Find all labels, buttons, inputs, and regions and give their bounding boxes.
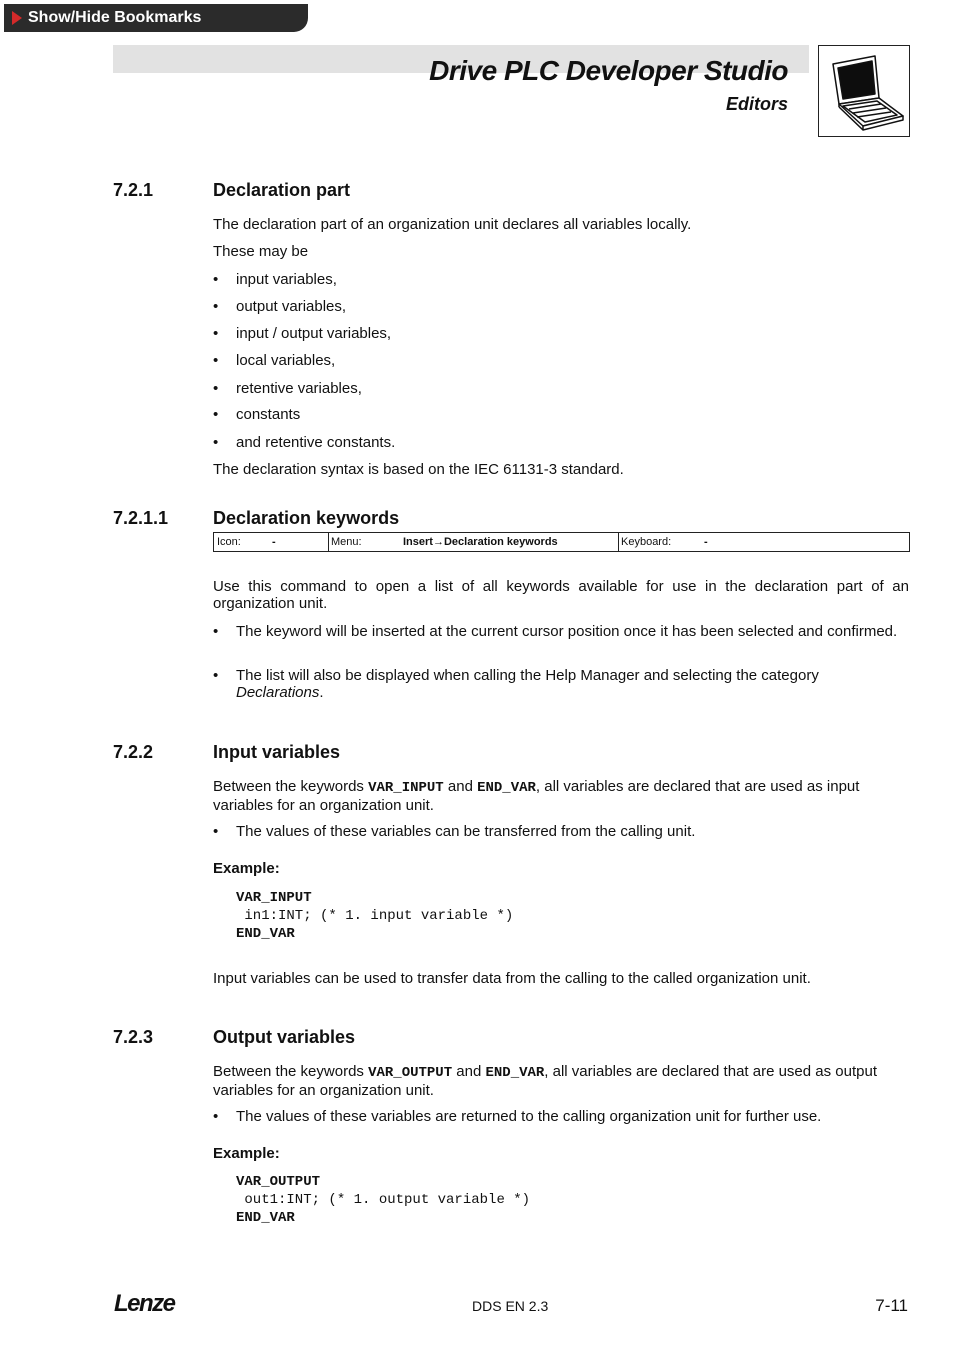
- bullet-icon: •: [213, 380, 219, 397]
- icon-label: Icon:: [217, 536, 241, 548]
- command-table: [213, 532, 910, 552]
- bullet-icon: •: [213, 271, 219, 288]
- triangle-right-icon: [12, 11, 22, 25]
- section-number: 7.2.2: [113, 742, 154, 762]
- menu-value: Insert→Declaration keywords: [403, 536, 558, 548]
- bullet-icon: •: [213, 667, 219, 684]
- bullet-icon: •: [213, 1108, 219, 1125]
- paragraph: The declaration syntax is based on the IEC 61131-3 standard.: [213, 461, 624, 478]
- section-number: 7.2.3: [113, 1027, 154, 1047]
- document-code: DDS EN 2.3: [472, 1298, 549, 1314]
- lenze-logo: Lenze: [114, 1290, 175, 1317]
- bullet-icon: •: [213, 434, 219, 451]
- code-block: VAR_INPUT in1:INT; (* 1. input variable *) END_VAR: [236, 890, 514, 942]
- document-title: Drive PLC Developer Studio: [429, 55, 788, 86]
- keyword: END_VAR: [485, 1065, 545, 1081]
- bullet-icon: •: [213, 623, 219, 640]
- keyword: END_VAR: [477, 780, 536, 796]
- section-title: Declaration part: [213, 180, 351, 200]
- document-subtitle: Editors: [725, 94, 788, 114]
- example-label: Example:: [213, 1145, 280, 1162]
- bullet-icon: •: [213, 298, 219, 315]
- bullet-icon: •: [213, 823, 219, 840]
- icon-value: -: [272, 536, 276, 548]
- category-name: Declarations: [236, 684, 320, 701]
- table-divider: [618, 533, 619, 551]
- paragraph: Between the keywords VAR_OUTPUT and END_VAR, all variables are declared that are used as output variables for an organization unit.: [213, 1063, 877, 1099]
- bookmark-tab-label: Show/Hide Bookmarks: [28, 9, 202, 26]
- bullet-icon: •: [213, 352, 219, 369]
- paragraph: The declaration part of an organization unit declares all variables locally.: [213, 216, 692, 233]
- laptop-icon: [818, 45, 910, 137]
- bullet-icon: •: [213, 406, 219, 423]
- page-number: 7-11: [875, 1296, 908, 1315]
- keyboard-value: -: [704, 536, 708, 548]
- table-divider: [328, 533, 329, 551]
- keyword: VAR_OUTPUT: [368, 1065, 453, 1081]
- keyword: VAR_INPUT: [368, 780, 444, 796]
- section-number: 7.2.1.1: [113, 508, 169, 528]
- show-hide-bookmarks-button[interactable]: [4, 4, 308, 32]
- paragraph: Use this command to open a list of all keywords available for use in the declaration part of an organization unit.: [213, 578, 909, 612]
- keyboard-label: Keyboard:: [621, 536, 672, 548]
- section-number: 7.2.1: [113, 180, 154, 200]
- section-title: Input variables: [213, 742, 341, 762]
- example-label: Example:: [213, 860, 280, 877]
- section-title: Output variables: [213, 1027, 356, 1047]
- paragraph: Between the keywords VAR_INPUT and END_VAR, all variables are declared that are used as input variables for an organization unit.: [213, 778, 860, 814]
- menu-label: Menu:: [331, 536, 362, 548]
- paragraph: These may be: [213, 243, 309, 260]
- code-block: VAR_OUTPUT out1:INT; (* 1. output variable *) END_VAR: [236, 1174, 531, 1226]
- paragraph: Input variables can be used to transfer data from the calling to the called organization unit.: [213, 970, 811, 987]
- bullet-icon: •: [213, 325, 219, 342]
- section-title: Declaration keywords: [213, 508, 400, 528]
